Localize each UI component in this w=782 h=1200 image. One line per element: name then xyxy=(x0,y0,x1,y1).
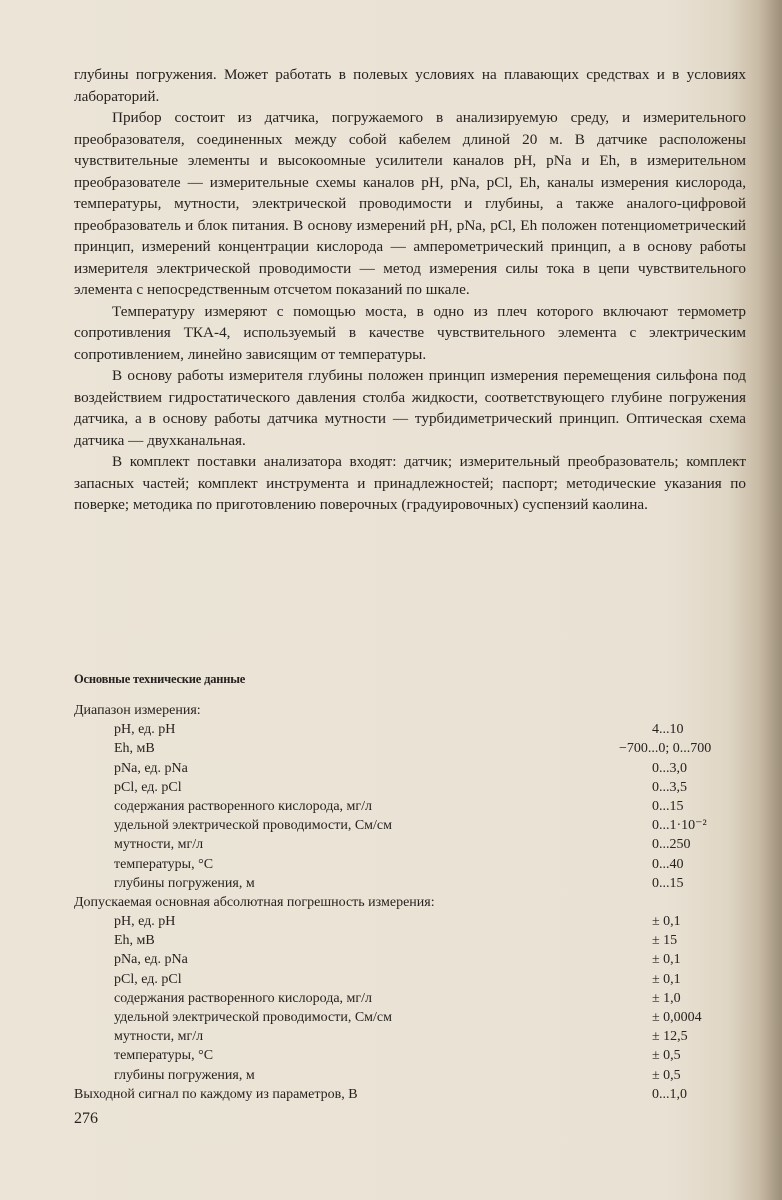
section-title: Основные технические данные xyxy=(74,672,246,686)
spec-value: −700...0; 0...700 xyxy=(619,741,712,757)
spec-value: ± 15 xyxy=(652,933,678,949)
paragraph-depth-turbidity: В основу работы измерителя глубины положен принцип измерения перемещения сильфона под воздействием гидростатического давления столба жидкости, соответствующего глубине погружения датчика, а в основу работы датчика мутности — турбидиметрический принцип. Оптическая схема датчика — двухканальная. xyxy=(74,367,746,449)
spec-value: 4...10 xyxy=(652,722,684,738)
spec-value: 0...15 xyxy=(652,875,684,891)
spec-group-error xyxy=(74,893,734,912)
spec-label: мутности, мг/л xyxy=(114,1029,204,1045)
spec-label: мутности, мг/л xyxy=(114,837,204,853)
spec-row xyxy=(74,874,734,893)
spec-row xyxy=(74,835,734,854)
spec-value: 0...1·10⁻² xyxy=(652,818,707,834)
spec-group-range xyxy=(74,701,734,720)
page-number: 276 xyxy=(74,1110,98,1127)
spec-row xyxy=(74,1008,734,1027)
spec-row xyxy=(74,778,734,797)
spec-row xyxy=(74,739,734,758)
spec-row xyxy=(74,1066,734,1085)
spec-table xyxy=(74,701,734,1104)
spec-row xyxy=(74,855,734,874)
spec-label: pH, ед. pH xyxy=(114,722,176,738)
spec-label: Eh, мВ xyxy=(114,933,155,949)
spec-label: содержания растворенного кислорода, мг/л xyxy=(114,990,373,1006)
paragraph-continuation: глубины погружения. Может работать в полевых условиях на плавающих средствах и в условиях лабораторий. xyxy=(74,66,746,105)
spec-group-label: Допускаемая основная абсолютная погрешность измерения: xyxy=(74,894,435,910)
paragraph-device-structure: Прибор состоит из датчика, погружаемого в анализируемую среду, и измерительного преобразователя, соединенных между собой кабелем длиной 20 м. В датчике расположены чувствительные элементы и высокоомные усилители каналов pH, pNa и Eh, в измерительном преобразователе — измерительные схемы каналов pH, pNa, pCl, Eh, каналы измерения кислорода, температуры, мутности, электрической проводимости и глубины, а также аналого-цифровой преобразователь и блок питания. В основу измерений pH, pNa, pCl, Eh положен потенциометрический принцип, измерений концентрации кислорода — амперометрический принцип, а в основу работы измерителя электрической проводимости — метод измерения силы тока в цепи чувствительного элемента с непосредственным отсчетом показаний по шкале. xyxy=(74,109,746,298)
spec-label: pCl, ед. pCl xyxy=(114,779,182,795)
body-text xyxy=(74,64,746,516)
spec-label: глубины погружения, м xyxy=(114,1067,255,1083)
spec-row xyxy=(74,720,734,739)
spec-label: содержания растворенного кислорода, мг/л xyxy=(114,798,373,814)
spec-label: pNa, ед. pNa xyxy=(114,760,188,776)
spec-label: pNa, ед. pNa xyxy=(114,952,188,968)
spec-value: ± 0,5 xyxy=(652,1067,681,1083)
spec-value: ± 0,1 xyxy=(652,952,681,968)
spec-row xyxy=(74,816,734,835)
spec-row-output xyxy=(74,1085,734,1104)
spec-value: 0...3,0 xyxy=(652,760,687,776)
spec-row xyxy=(74,797,734,816)
spec-value: 0...15 xyxy=(652,798,684,814)
spec-row xyxy=(74,931,734,950)
spec-value: 0...1,0 xyxy=(652,1086,687,1102)
spec-label: удельной электрической проводимости, См/см xyxy=(114,818,392,834)
spec-value: ± 12,5 xyxy=(652,1029,688,1045)
spec-label: глубины погружения, м xyxy=(114,875,255,891)
spec-row xyxy=(74,950,734,969)
spec-row xyxy=(74,970,734,989)
spec-value: ± 0,1 xyxy=(652,914,681,930)
spec-value: ± 0,0004 xyxy=(652,1010,702,1025)
spec-value: ± 1,0 xyxy=(652,990,681,1006)
spec-label: температуры, °С xyxy=(114,856,214,872)
spec-label: Выходной сигнал по каждому из параметров, В xyxy=(74,1086,358,1102)
spec-label: pH, ед. pH xyxy=(114,914,176,930)
spec-value: ± 0,1 xyxy=(652,971,681,987)
spec-value: 0...40 xyxy=(652,856,684,872)
paragraph-temperature: Температуру измеряют с помощью моста, в одно из плеч которого включают термометр сопротивления ТКА-4, используемый в качестве чувствительного элемента с электрическим сопротивлением, линейно зависящим от температуры. xyxy=(74,302,746,363)
spec-row xyxy=(74,759,734,778)
spec-value: 0...3,5 xyxy=(652,779,687,795)
spec-label: pCl, ед. pCl xyxy=(114,971,182,987)
spec-row xyxy=(74,912,734,931)
spec-row xyxy=(74,1046,734,1065)
spec-value: ± 0,5 xyxy=(652,1048,681,1064)
spec-value: 0...250 xyxy=(652,837,691,853)
spec-label: Eh, мВ xyxy=(114,741,155,757)
spec-group-label: Диапазон измерения: xyxy=(74,703,201,718)
spec-row xyxy=(74,1027,734,1046)
spec-label: температуры, °С xyxy=(114,1048,214,1064)
paragraph-delivery-set: В комплект поставки анализатора входят: датчик; измерительный преобразователь; комплект запасных частей; комплект инструмента и принадлежностей; паспорт; методические указания по поверке; методика по приготовлению поверочных (градуировочных) суспензий каолина. xyxy=(74,453,746,513)
spec-row xyxy=(74,989,734,1008)
spec-label: удельной электрической проводимости, См/см xyxy=(114,1010,392,1025)
